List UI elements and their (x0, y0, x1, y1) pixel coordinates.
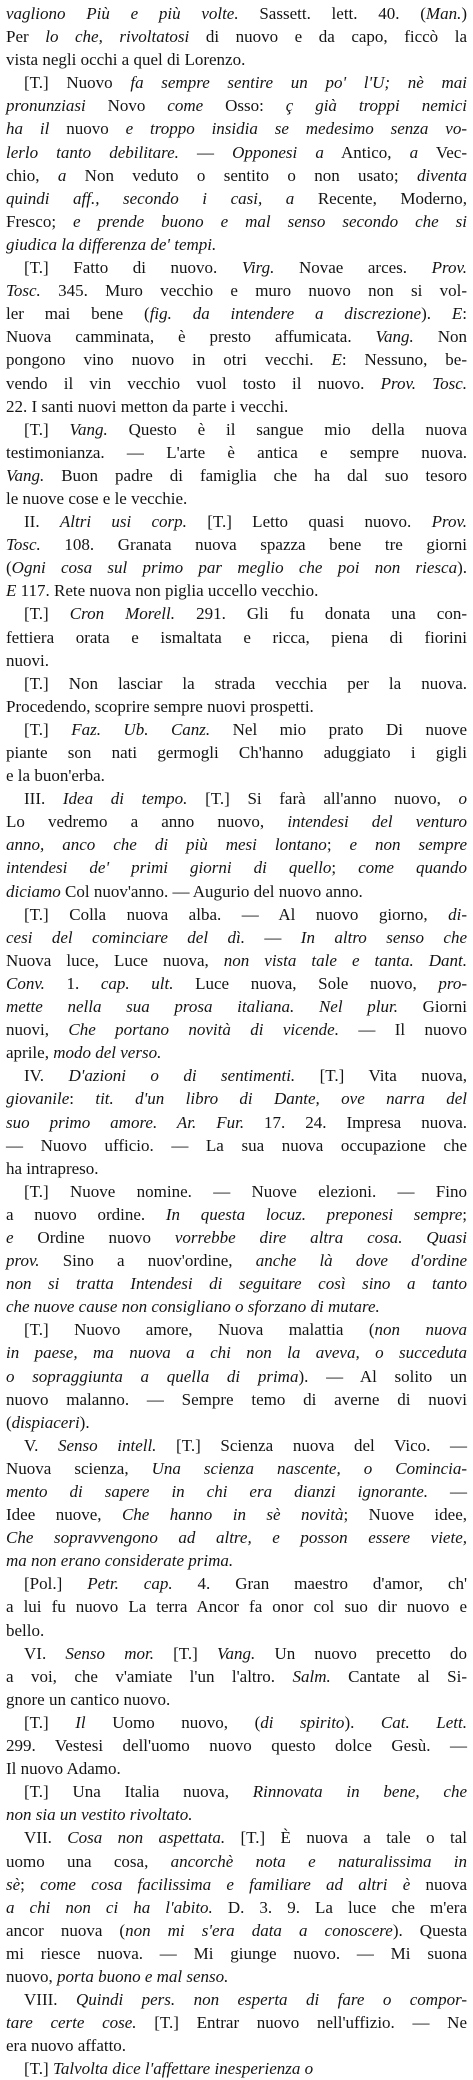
text-line: [T.] Nuove nomine. — Nuove elezioni. — Fino (24, 1181, 467, 1201)
text-line: Nuova luce, Luce nuova, non vista tale e tanta. Dant. (6, 950, 467, 970)
text-line: anno, anco che di più mesi lontano; e non sempre (6, 835, 467, 855)
text-line: Idee nuove, Che hanno in sè novità; Nuove idee, (6, 1505, 467, 1525)
text-line: Nuova scienza, Una scienza nascente, o Comincia- (6, 1458, 467, 1478)
entry-paragraph (6, 718, 467, 787)
text-line: tare certe cose. [T.] Entrar nuovo nell'uffizio. — Ne (6, 2013, 467, 2033)
text-line: giudica la differenza de' tempi. (6, 234, 217, 254)
text-line: [T.] Fatto di nuovo. Virg. Novae arces. Prov. (24, 258, 467, 278)
text-line: uomo una cosa, ancorchè nota e naturalissima in (6, 1851, 467, 1871)
text-line: vagliono Più e più volte. Sassett. lett. 40. (Man.) (6, 4, 467, 23)
entry-paragraph (6, 510, 467, 602)
text-line: VII. Cosa non aspettata. [T.] È nuova a tale o tal (24, 1828, 468, 1848)
text-line: Tosc. 345. Muro vecchio e muro nuovo non si vol- (6, 281, 467, 301)
text-line: [T.] Vang. Questo è il sangue mio della nuova (24, 419, 467, 439)
text-line: testimonianza. — L'arte è antica e sempre nuova. (6, 442, 467, 462)
entry-paragraph (6, 2057, 467, 2080)
text-line: bello. (6, 1620, 45, 1640)
text-line: [T.] Una Italia nuova, Rinnovata in bene, che (24, 1782, 468, 1802)
text-line: [T.] Non lasciar la strada vecchia per la nuova. (24, 673, 467, 693)
text-line: [T.] Nuovo amore, Nuova malattia (non nuova (24, 1320, 467, 1340)
text-line: sè; come cosa facilissima e familiare ad altri è nuova (6, 1874, 467, 1894)
text-line: (Ogni cosa sul primo par meglio che poi non riesca). (6, 558, 467, 578)
text-line: ancor nuova (non mi s'era data a conoscere). Questa (6, 1920, 468, 1940)
text-line: suo primo amore. Ar. Fur. 17. 24. Impresa nuova. (6, 1112, 467, 1132)
text-line: [T.] Cron Morell. 291. Gli fu donata una con- (24, 604, 467, 624)
text-line: nuovo, porta buono e mal senso. (6, 1966, 229, 1986)
text-line: vista negli occhi a quel di Lorenzo. (6, 50, 246, 70)
text-line: era nuovo affatto. (6, 2036, 127, 2056)
text-line: mette nella sua prosa italiana. Nel plur. Giorni (6, 997, 467, 1017)
text-line: nuovi, Che portano novità di vicende. — Il nuovo (6, 1020, 467, 1040)
text-line: — Nuovo ufficio. — La sua nuova occupazione che (6, 1135, 467, 1155)
entry-paragraph (6, 602, 467, 671)
text-line: o sopraggiunta a quella di prima). — Al solito un (6, 1366, 467, 1386)
entry-paragraph (6, 71, 467, 256)
entry-paragraph (6, 1180, 467, 1319)
entry-paragraph (6, 1826, 467, 1988)
text-line: a nuovo ordine. In questa locuz. preponesi sempre; (6, 1204, 467, 1224)
text-line: lerlo tanto debilitare. — Opponesi a Antico, a Vec- (6, 142, 467, 162)
text-line: giovanile: tit. d'un libro di Dante, ove narra del (6, 1089, 467, 1109)
entry-paragraph (6, 418, 467, 510)
entry-paragraph (6, 903, 467, 1065)
text-line: chio, a Non veduto o sentito o non usato; diventa (6, 165, 468, 185)
text-line: III. Idea di tempo. [T.] Si farà all'anno nuovo, o (24, 789, 468, 809)
text-line: gnore un cantico nuovo. (6, 1689, 171, 1709)
text-line: II. Altri usi corp. [T.] Letto quasi nuovo. Prov. (24, 512, 467, 532)
text-line: ma non erano considerate prima. (6, 1551, 234, 1571)
text-line: a chi non ci ha l'abito. D. 3. 9. La luce che m'era (6, 1897, 468, 1917)
text-line: 299. Vestesi dell'uomo nuovo questo dolce Gesù. — (6, 1736, 467, 1756)
entry-paragraph (6, 1780, 467, 1826)
text-line: vendo il vin vecchio vuol tosto il nuovo. Prov. Tosc. (6, 373, 467, 393)
text-line: ha il nuovo e troppo insidia se medesimo senza vo- (6, 119, 467, 139)
text-line: Per lo che, rivoltatosi di nuovo e da capo, ficcò la (6, 27, 467, 47)
text-line: piante son nati germogli Ch'hanno aduggiato i gigli (6, 743, 467, 762)
entry-paragraph (6, 1642, 467, 1711)
text-line: intendesi de' primi giorni di quello; come quando (6, 858, 467, 878)
text-line: E 117. Rete nuova non piglia uccello vecchio. (6, 581, 319, 601)
text-line: [T.] Colla nuova alba. — Al nuovo giorno, di- (24, 904, 467, 924)
text-line: a voi, che v'amiate l'un l'altro. Salm. Cantate al Si- (6, 1666, 468, 1686)
text-line: non sia un vestito rivoltato. (6, 1805, 193, 1825)
text-line: mi riesce nuova. — Mi giunge nuovo. — Mi suona (6, 1943, 467, 1963)
entry-paragraph (6, 1988, 467, 2057)
entry-paragraph (6, 1434, 467, 1573)
text-line: prov. Sino a nuov'ordine, anche là dove d'ordine (6, 1251, 467, 1271)
text-line: le nuove cose e le vecchie. (6, 488, 188, 508)
text-line: [T.] Faz. Ub. Canz. Nel mio prato Di nuove (24, 719, 468, 739)
text-line: ha intrapreso. (6, 1158, 99, 1178)
text-line: Vang. Buon padre di famiglia che ha dal suo tesoro (6, 465, 467, 485)
text-line: VI. Senso mor. [T.] Vang. Un nuovo precetto do (24, 1643, 467, 1663)
text-line: (dispiaceri). (6, 1412, 90, 1432)
text-line: mento di sapere in chi era dianzi ignorante. — (6, 1482, 467, 1501)
text-line: e la buon'erba. (6, 766, 105, 786)
text-line: Il nuovo Adamo. (6, 1759, 121, 1779)
text-line: non si tratta Intendesi di seguitare così sino a tanto (6, 1274, 467, 1294)
entry-paragraph (6, 2, 467, 71)
text-line: Tosc. 108. Granata nuova spazza bene tre giorni (6, 535, 467, 555)
text-line: Nuova camminata, è presto affumicata. Vang. Non (6, 327, 467, 347)
text-line: Che sopravvengono ad altre, e posson essere viete, (6, 1528, 467, 1548)
entry-paragraph (6, 1711, 467, 1780)
text-line: VIII. Quindi pers. non esperta di fare o compor- (24, 1990, 468, 2010)
text-line: ler mai bene (fig. da intendere a discrezione). E: (6, 304, 467, 324)
text-line: quindi aff., secondo i casi, a Recente, Moderno, (6, 188, 467, 208)
text-line: nuovo malanno. — Sempre temo di averne di nuovi (6, 1389, 467, 1409)
entry-paragraph (6, 1572, 467, 1641)
entry-paragraph (6, 672, 467, 718)
text-line: che nuove cause non consigliano o sforzano di mutare. (6, 1297, 380, 1317)
entry-paragraph (6, 1318, 467, 1433)
text-line: [T.] Talvolta dice l'affettare inesperienza o (24, 2059, 314, 2079)
text-line: [Pol.] Petr. cap. 4. Gran maestro d'amor, ch' (24, 1574, 468, 1594)
entry-paragraph (6, 256, 467, 418)
text-line: pongono vino nuovo in otri vecchi. E: Nessuno, be- (6, 350, 468, 370)
text-line: cesi del cominciare del dì. — In altro senso che (6, 927, 468, 947)
text-line: a lui fu nuovo La terra Ancor fa onor col suo dir nuovo e (6, 1597, 467, 1617)
text-line: Conv. 1. cap. ult. Luce nuova, Sole nuovo, pro- (6, 973, 468, 993)
text-line: IV. D'azioni o di sentimenti. [T.] Vita nuova, (24, 1066, 468, 1086)
text-line: in paese, ma nuova a chi non la aveva, o succeduta (6, 1343, 467, 1363)
text-line: pronunziasi Novo come Osso: ç già troppi nemici (6, 96, 468, 116)
text-line: 22. I santi nuovi metton da parte i vecchi. (6, 396, 289, 416)
text-line: e Ordine nuovo vorrebbe dire altra cosa. Quasi (6, 1227, 467, 1247)
text-line: fettiera orata e ismaltata e ricca, piena di fiorini (6, 627, 467, 647)
entry-paragraph (6, 1064, 467, 1179)
text-line: aprile, modo del verso. (6, 1043, 162, 1063)
text-line: [T.] Nuovo fa sempre sentire un po' l'U; nè mai (24, 73, 467, 93)
text-line: Lo vedremo a anno nuovo, intendesi del venturo (6, 812, 467, 832)
text-line: diciamo Col nuov'anno. — Augurio del nuovo anno. (6, 881, 363, 901)
text-line: [T.] Il Uomo nuovo, (di spirito). Cat. Lett. (24, 1712, 467, 1732)
text-line: Fresco; e prende buono e mal senso secondo che si (6, 211, 467, 231)
text-line: Procedendo, scoprire sempre nuovi prospetti. (6, 696, 314, 716)
entry-paragraph (6, 787, 467, 902)
text-line: V. Senso intell. [T.] Scienza nuova del Vico. — (24, 1435, 467, 1455)
text-line: nuovi. (6, 650, 49, 670)
